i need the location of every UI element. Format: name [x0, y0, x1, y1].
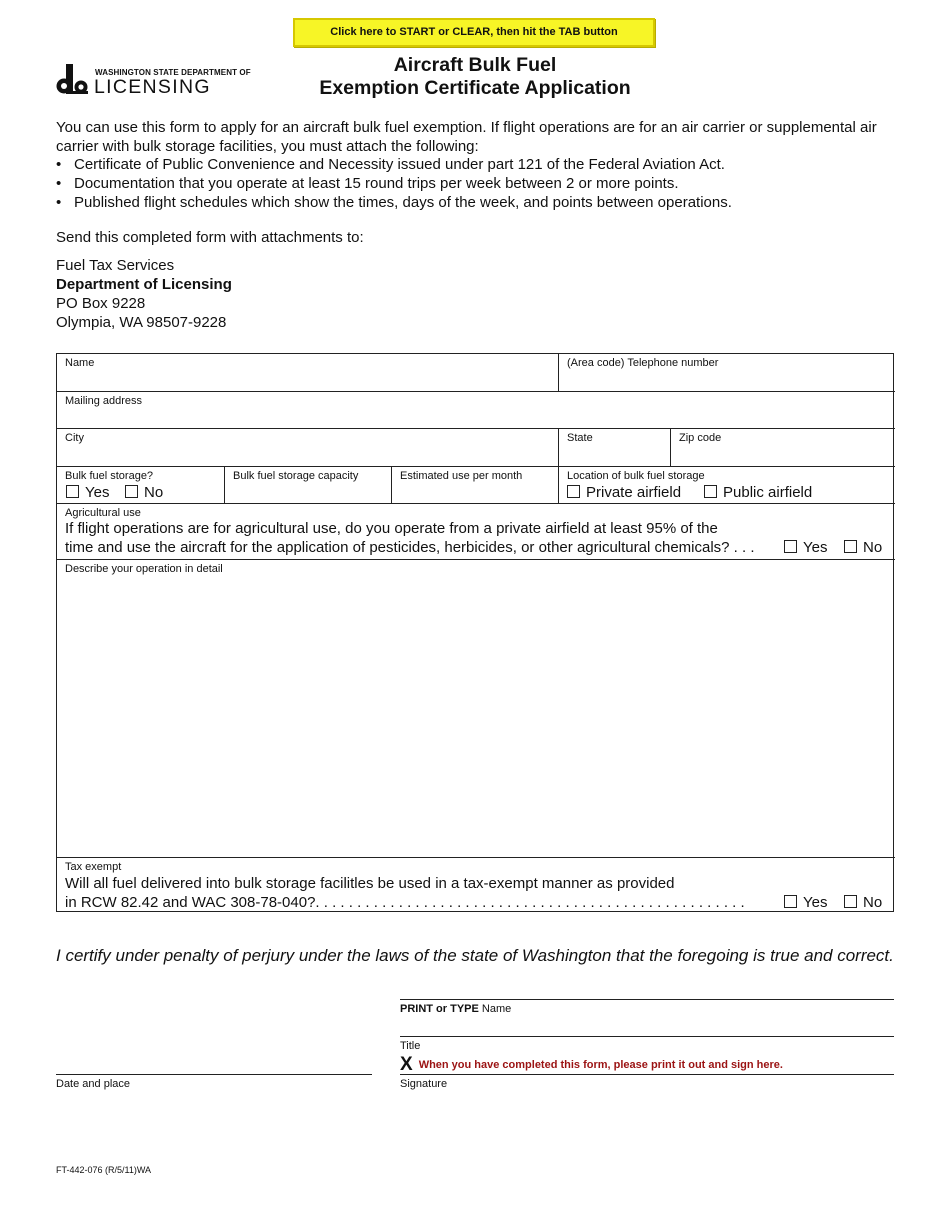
- public-airfield-option[interactable]: [704, 484, 812, 501]
- state-cell: [559, 429, 671, 467]
- list-item: • Documentation that you operate at least 15 round trips per week between 2 or more points.: [56, 174, 896, 193]
- perjury-certification: I certify under penalty of perjury under the laws of the state of Washington that the foregoing is true and correct.: [56, 946, 894, 965]
- tax-exempt-question-line-1: Will all fuel delivered into bulk storage facilitles be used in a tax-exempt manner as provided: [65, 875, 675, 892]
- mailing-address-cell: [57, 392, 895, 429]
- agricultural-use-cell: [57, 504, 895, 560]
- tax-exempt-yes-checkbox[interactable]: [784, 895, 797, 908]
- storage-location-cell: [559, 467, 895, 504]
- public-airfield-checkbox[interactable]: [704, 485, 717, 498]
- logo-licensing-text: LICENSING: [94, 76, 211, 98]
- date-place-line[interactable]: [56, 1074, 372, 1075]
- tax-exempt-cell: [57, 858, 895, 913]
- bulk-storage-yes-label: Yes: [85, 484, 110, 501]
- title-line[interactable]: [400, 1036, 894, 1037]
- city-cell: [57, 429, 559, 467]
- form-number: FT-442-076 (R/5/11)WA: [56, 1165, 152, 1175]
- agricultural-no-checkbox[interactable]: [844, 540, 857, 553]
- phone-cell: [559, 354, 895, 392]
- dol-logo: [56, 64, 251, 98]
- phone-input[interactable]: [561, 371, 893, 389]
- storage-location-label: Location of bulk fuel storage: [567, 470, 705, 482]
- tax-exempt-no-option[interactable]: [844, 894, 882, 911]
- bulk-storage-no-label: No: [144, 484, 164, 501]
- name-input[interactable]: [59, 371, 556, 389]
- dol-logo-icon: [56, 64, 92, 96]
- state-input[interactable]: [561, 446, 668, 464]
- bulk-storage-no-option[interactable]: [125, 484, 163, 501]
- tax-exempt-yes-label: Yes: [803, 894, 828, 911]
- zip-cell: [671, 429, 895, 467]
- city-label: City: [65, 432, 84, 444]
- capacity-input[interactable]: [227, 484, 389, 501]
- tax-exempt-yes-option[interactable]: [784, 894, 827, 911]
- logo-department-text: WASHINGTON STATE DEPARTMENT OF: [95, 68, 251, 77]
- title-line-1: Aircraft Bulk Fuel: [393, 54, 557, 76]
- capacity-cell: [225, 467, 392, 504]
- list-item: • Certificate of Public Convenience and Necessity issued under part 121 of the Federal Aviation Act.: [56, 155, 896, 174]
- print-name-label: [400, 1003, 511, 1015]
- capacity-label: Bulk fuel storage capacity: [233, 470, 359, 482]
- describe-operation-label: Describe your operation in detail: [65, 563, 223, 575]
- sign-here-instruction: [400, 1055, 783, 1073]
- bulk-storage-cell: [57, 467, 225, 504]
- sign-here-message: When you have completed this form, please print it out and sign here.: [418, 1059, 783, 1071]
- name-label: Name: [65, 357, 95, 369]
- mailing-address-block: [56, 256, 232, 332]
- bulk-storage-yes-checkbox[interactable]: [66, 485, 79, 498]
- agricultural-no-label: No: [863, 539, 883, 556]
- print-name-label-rest: Name: [478, 1003, 512, 1015]
- bulk-storage-label: Bulk fuel storage?: [65, 470, 154, 482]
- bulk-storage-yes-option[interactable]: [66, 484, 109, 501]
- title-label: Title: [400, 1040, 421, 1052]
- estimated-use-input[interactable]: [394, 484, 556, 501]
- state-label: State: [567, 432, 593, 444]
- tax-exempt-no-checkbox[interactable]: [844, 895, 857, 908]
- agricultural-use-label: Agricultural use: [65, 507, 141, 519]
- list-item: • Published flight schedules which show the times, days of the week, and points between operations.: [56, 193, 896, 212]
- agricultural-question-line-1: If flight operations are for agricultural use, do you operate from a private airfield at least 95% of the: [65, 520, 718, 537]
- intro-paragraph: You can use this form to apply for an aircraft bulk fuel exemption. If flight operations are for an air carrier or supplemental air carrier with bulk storage facilities, you must attach the following:: [56, 119, 877, 155]
- describe-operation-textarea[interactable]: [59, 577, 893, 855]
- private-airfield-option[interactable]: [567, 484, 681, 501]
- agricultural-yes-checkbox[interactable]: [784, 540, 797, 553]
- attachment-list: [56, 155, 896, 212]
- address-line-4: Olympia, WA 98507-9228: [56, 314, 227, 331]
- tax-exempt-question-line-2: in RCW 82.42 and WAC 308-78-040?. . . . . . . . . . . . . . . . . . . . . . . . . . . . . . . . . . . . . . . . . . . . . . . . . . . .: [65, 894, 745, 911]
- describe-operation-cell: [57, 560, 895, 858]
- estimated-use-cell: [392, 467, 559, 504]
- tax-exempt-no-label: No: [863, 894, 883, 911]
- public-airfield-label: Public airfield: [723, 484, 813, 501]
- estimated-use-label: Estimated use per month: [400, 470, 523, 482]
- signature-line[interactable]: [400, 1074, 894, 1075]
- send-instructions: Send this completed form with attachments to:: [56, 229, 364, 246]
- address-line-3: PO Box 9228: [56, 295, 146, 312]
- phone-label: (Area code) Telephone number: [567, 357, 719, 369]
- agricultural-question-line-2: time and use the aircraft for the application of pesticides, herbicides, or other agricultural chemicals? . . .: [65, 539, 755, 556]
- tax-exempt-label: Tax exempt: [65, 861, 122, 873]
- agricultural-yes-label: Yes: [803, 539, 828, 556]
- city-input[interactable]: [59, 446, 556, 464]
- signature-x-icon: X: [400, 1054, 413, 1075]
- agricultural-yes-option[interactable]: [784, 539, 827, 556]
- print-name-line[interactable]: [400, 999, 894, 1000]
- print-name-label-bold: PRINT or TYPE: [400, 1003, 479, 1015]
- date-place-label: Date and place: [56, 1078, 130, 1090]
- private-airfield-checkbox[interactable]: [567, 485, 580, 498]
- private-airfield-label: Private airfield: [586, 484, 682, 501]
- address-line-1: Fuel Tax Services: [56, 257, 175, 274]
- zip-input[interactable]: [673, 446, 893, 464]
- address-line-2: Department of Licensing: [56, 276, 232, 293]
- agricultural-no-option[interactable]: [844, 539, 882, 556]
- start-clear-button[interactable]: Click here to START or CLEAR, then hit the TAB button: [293, 18, 655, 47]
- signature-label: Signature: [400, 1078, 448, 1090]
- name-cell: [57, 354, 559, 392]
- mailing-address-input[interactable]: [59, 409, 893, 426]
- title-line-2: Exemption Certificate Application: [319, 77, 631, 99]
- application-form: [56, 353, 894, 912]
- form-title: [250, 54, 700, 100]
- mailing-address-label: Mailing address: [65, 395, 143, 407]
- bulk-storage-no-checkbox[interactable]: [125, 485, 138, 498]
- zip-label: Zip code: [679, 432, 722, 444]
